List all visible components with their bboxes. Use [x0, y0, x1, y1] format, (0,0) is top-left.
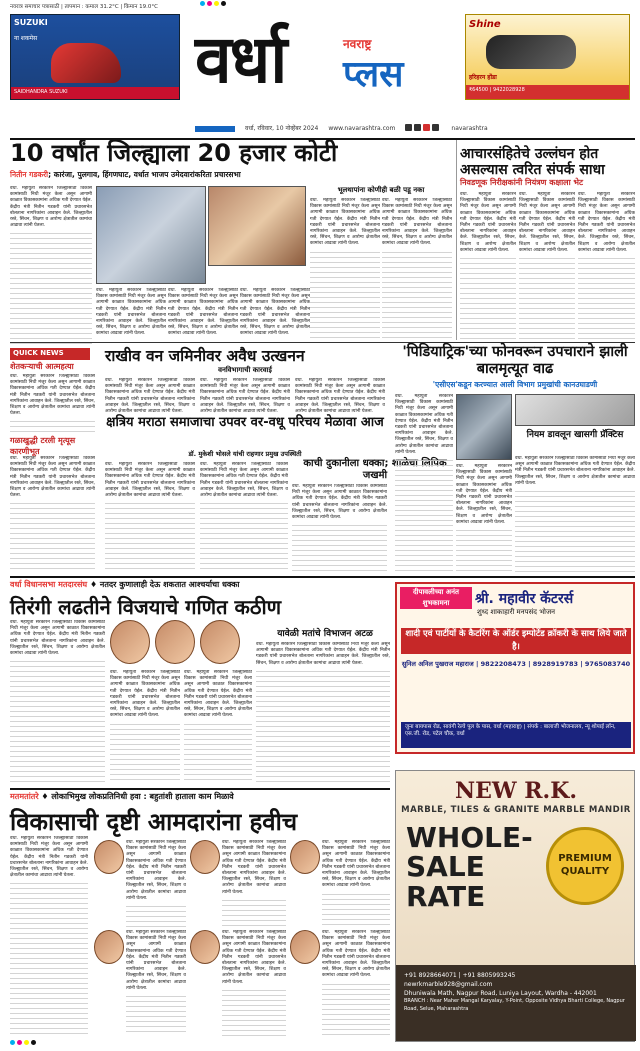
- lead-byline-rest: ; कारंजा, पुलगाव, हिंगणघाट, वर्धात भाजप उमेदवारांकरिता प्रचारसभा: [48, 170, 241, 179]
- pediatric-photo: [456, 394, 512, 460]
- dateline-date: वर्धा, रविवार, 10 नोव्हेंबर 2024: [245, 124, 319, 132]
- right-headline: आचारसंहितेचे उल्लंघन होत असल्यास त्वरित संपर्क साधा: [460, 146, 605, 179]
- opinion-body-4: वर्धा. महायुती सरकारने जिल्ह्यासाठी विकास कामांसाठी निधी मंजूर केला असून आगामी काळात विकासकामांना अधिक गती देण्यात येईल. केंद्रीय मंत्री नितीन गडकरी यांनी प्रचारसभेत बोलताना नागरिकांना आवाहन केले. जिल्ह्यातील रस्ते, सिंचन, शिक्षण व आरोग्य क्षेत्रातील कामांचा आढावा त्यांनी घेतला.: [322, 840, 390, 928]
- mahavir-contacts: सुनिल अनिल पुखराज महाराज | 9822208473 | 8928919783 | 9765083740: [401, 660, 631, 668]
- masthead-plus: प्लस: [343, 53, 404, 95]
- masthead-sub: नवराष्ट्र: [343, 37, 372, 51]
- middle-headline-1: राखीव वन जमिनीवर अवैध उत्खनन: [105, 347, 305, 365]
- middle-headline-2: क्षत्रिय मराठा समाजाचा उपवर वर-वधू परिचय मेळावा आज: [106, 415, 384, 430]
- opinion-tagline: ♦ लोकाभिमुख लोकप्रतिनिधी हवा : बहुतांशी हाताला काम मिळावे: [41, 792, 234, 801]
- opinion-body-2: वर्धा. महायुती सरकारने जिल्ह्यासाठी विकास कामांसाठी निधी मंजूर केला असून आगामी काळात विकासकामांना अधिक गती देण्यात येईल. केंद्रीय मंत्री नितीन गडकरी यांनी प्रचारसभेत बोलताना नागरिकांना आवाहन केले. जिल्ह्यातील रस्ते, सिंचन, शिक्षण व आरोग्य क्षेत्रातील कामांचा आढावा त्यांनी घेतला.: [126, 840, 186, 928]
- instagram-icon[interactable]: [432, 124, 439, 131]
- vidhansabha-label: वर्धा विधानसभा मतदारसंघ: [10, 580, 88, 589]
- middle-body-1c: वर्धा. महायुती सरकारने जिल्ह्यासाठी विकास कामांसाठी निधी मंजूर केला असून आगामी काळात विकासकामांना अधिक गती देण्यात येईल. केंद्रीय मंत्री नितीन गडकरी यांनी प्रचारसभेत बोलताना नागरिकांना आवाहन केले. जिल्ह्यातील रस्ते, सिंचन, शिक्षण व आरोग्य क्षेत्रातील कामांचा आढावा त्यांनी घेतला.: [295, 378, 385, 414]
- nrk-contact: [396, 965, 636, 1041]
- opinion-avatar-2: [190, 840, 220, 874]
- section-rule-2: [10, 576, 635, 578]
- middle-body-3: वर्धा. महायुती सरकारने जिल्ह्यासाठी विकास कामांसाठी निधी मंजूर केला असून आगामी काळात विकासकामांना अधिक गती देण्यात येईल. केंद्रीय मंत्री नितीन गडकरी यांनी प्रचारसभेत बोलताना नागरिकांना आवाहन केले. जिल्ह्यातील रस्ते, सिंचन, शिक्षण व आरोग्य क्षेत्रातील कामांचा आढावा त्यांनी घेतला.: [292, 484, 387, 572]
- lead-sub2: भूलथापांना कोणीही बळी पडू नका: [337, 186, 425, 194]
- candidate-avatar-3: [200, 620, 240, 664]
- mahavir-offer: शादी एवं पार्टीयों के कैटरिंग के ऑर्डर इम्पोर्टेड क्रॉकरी के साथ लिये जाते है।: [401, 628, 631, 654]
- ad-text-right: हरिहरन होंडा: [469, 74, 497, 81]
- quick-news-label: QUICK NEWS: [10, 348, 90, 360]
- nrk-tagline: MARBLE, TILES & GRANITE MARBLE MANDIR: [401, 805, 631, 815]
- opinion-body-3: वर्धा. महायुती सरकारने जिल्ह्यासाठी विकास कामांसाठी निधी मंजूर केला असून आगामी काळात विकासकामांना अधिक गती देण्यात येईल. केंद्रीय मंत्री नितीन गडकरी यांनी प्रचारसभेत बोलताना नागरिकांना आवाहन केले. जिल्ह्यातील रस्ते, सिंचन, शिक्षण व आरोग्य क्षेत्रातील कामांचा आढावा त्यांनी घेतला.: [222, 840, 286, 928]
- lead-body-col5: वर्धा. महायुती सरकारने जिल्ह्यासाठी विकास कामांसाठी निधी मंजूर केला असून आगामी काळात विकासकामांना अधिक गती देण्यात येईल. केंद्रीय मंत्री नितीन गडकरी यांनी प्रचारसभेत बोलताना नागरिकांना आवाहन केले. जिल्ह्यातील रस्ते, सिंचन, शिक्षण व आरोग्य क्षेत्रातील कामांचा आढावा त्यांनी घेतला.: [310, 198, 380, 344]
- mahavir-greeting: दीपावलीच्या अनंत शुभकामना: [400, 587, 472, 609]
- opinion-avatar-4: [94, 930, 124, 964]
- middle-body-2b: वर्धा. महायुती सरकारने जिल्ह्यासाठी विकास कामांसाठी निधी मंजूर केला असून आगामी काळात विकासकामांना अधिक गती देण्यात येईल. केंद्रीय मंत्री नितीन गडकरी यांनी प्रचारसभेत बोलताना नागरिकांना आवाहन केले. जिल्ह्यातील रस्ते, सिंचन, शिक्षण व आरोग्य क्षेत्रातील कामांचा आढावा त्यांनी घेतला.: [200, 462, 288, 572]
- mahavir-tagline: शुध्द शाकाहारी मनपसंद भोजन: [477, 608, 556, 616]
- section-rule-3: [10, 788, 390, 790]
- vote-split-headline: यावेळी मतांचे विभाजन अटळ: [277, 629, 373, 639]
- facebook-icon[interactable]: [405, 124, 412, 131]
- opinion-avatar-1: [94, 840, 124, 874]
- mahavir-address: जुना बायपास रोड, सावंगी रेल्वे पुल के पास, वर्धा (महाराष्ट्र) | संपर्क : बालाजी भोजनालय, न्यू शोपाई लॉन, एस.जी. रोड, पटेल चौक, वर्धा: [401, 722, 631, 748]
- ad-footer-right: ₹64500 | 9422028928: [466, 85, 629, 99]
- quick-news-item1: शेतकऱ्याची आत्महत्या: [10, 362, 74, 371]
- social-icons: [405, 124, 441, 134]
- ad-brand-right: Shine: [469, 19, 501, 30]
- candidate-avatar-1: [110, 620, 150, 664]
- ad-footer: SAIDHANDRA SUZUKI: [11, 87, 179, 99]
- pediatric-headline: 'पिडियाट्रिक'च्या फोनवरून उपचाराने झाली बालमृत्यूत वाढ: [402, 344, 628, 378]
- pediatric-photo-2: [515, 394, 635, 426]
- pediatric-body-2: वर्धा. महायुती सरकारने जिल्ह्यासाठी विकास कामांसाठी निधी मंजूर केला असून आगामी काळात विकासकामांना अधिक गती देण्यात येईल. केंद्रीय मंत्री नितीन गडकरी यांनी प्रचारसभेत बोलताना नागरिकांना आवाहन केले. जिल्ह्यातील रस्ते, सिंचन, शिक्षण व आरोग्य क्षेत्रातील कामांचा आढावा त्यांनी घेतला.: [456, 464, 512, 574]
- quick-news-item2: गळाखुद्धी टरली मृत्यूस कारणीभूत: [10, 436, 76, 456]
- nrk-name: NEW R.K.: [455, 778, 577, 804]
- nrk-premium-badge: PREMIUM QUALITY: [546, 827, 624, 905]
- ad-honda[interactable]: [465, 14, 630, 100]
- cmyk-marks-bottom: [10, 1040, 36, 1045]
- opinion-body-1: वर्धा. महायुती सरकारने जिल्ह्यासाठी विकास कामांसाठी निधी मंजूर केला असून आगामी काळात विकासकामांना अधिक गती देण्यात येईल. केंद्रीय मंत्री नितीन गडकरी यांनी प्रचारसभेत बोलताना नागरिकांना आवाहन केले. जिल्ह्यातील रस्ते, सिंचन, शिक्षण व आरोग्य क्षेत्रातील कामांचा आढावा त्यांनी घेतला.: [10, 836, 88, 1036]
- nrk-wholesale: WHOLE-SALE RATE: [406, 821, 533, 913]
- vid-body-2: वर्धा. महायुती सरकारने जिल्ह्यासाठी विकास कामांसाठी निधी मंजूर केला असून आगामी काळात विकासकामांना अधिक गती देण्यात येईल. केंद्रीय मंत्री नितीन गडकरी यांनी प्रचारसभेत बोलताना नागरिकांना आवाहन केले. जिल्ह्यातील रस्ते, सिंचन, शिक्षण व आरोग्य क्षेत्रातील कामांचा आढावा त्यांनी घेतला.: [110, 670, 180, 784]
- opinion-body-6: वर्धा. महायुती सरकारने जिल्ह्यासाठी विकास कामांसाठी निधी मंजूर केला असून आगामी काळात विकासकामांना अधिक गती देण्यात येईल. केंद्रीय मंत्री नितीन गडकरी यांनी प्रचारसभेत बोलताना नागरिकांना आवाहन केले. जिल्ह्यातील रस्ते, सिंचन, शिक्षण व आरोग्य क्षेत्रातील कामांचा आढावा त्यांनी घेतला.: [222, 930, 286, 1036]
- right-body-col3: वर्धा. महायुती सरकारने जिल्ह्यासाठी विकास कामांसाठी निधी मंजूर केला असून आगामी काळात विकासकामांना अधिक गती देण्यात येईल. केंद्रीय मंत्री नितीन गडकरी यांनी प्रचारसभेत बोलताना नागरिकांना आवाहन केले. जिल्ह्यातील रस्ते, सिंचन, शिक्षण व आरोग्य क्षेत्रातील कामांचा आढावा त्यांनी घेतला.: [578, 192, 635, 340]
- lead-byline-name: नितीन गडकरी: [10, 170, 49, 179]
- lead-subhead: [10, 170, 450, 184]
- weather-strip: नवरात्र समाचार पत्रासाठी | तापमान : कमाल 31.2°C | किमान 19.0°C: [10, 4, 159, 10]
- opinion-headline: विकासाची दृष्टी आमदारांना हवीच: [10, 808, 298, 836]
- lead-photo-2: [208, 186, 306, 266]
- vid-body-4: वर्धा. महायुती सरकारने जिल्ह्यासाठी विकास कामांसाठी निधी मंजूर केला असून आगामी काळात विकासकामांना अधिक गती देण्यात येईल. केंद्रीय मंत्री नितीन गडकरी यांनी प्रचारसभेत बोलताना नागरिकांना आवाहन केले. जिल्ह्यातील रस्ते, सिंचन, शिक्षण व आरोग्य क्षेत्रातील कामांचा आढावा त्यांनी घेतला.: [256, 642, 390, 784]
- right-subhead: निवडणूक निरीक्षकांनी नियंत्रण कक्षाला भेट: [460, 178, 584, 187]
- pediatric-body-3: वर्धा. महायुती सरकारने जिल्ह्यासाठी विकास कामांसाठी निधी मंजूर केला असून आगामी काळात विकासकामांना अधिक गती देण्यात येईल. केंद्रीय मंत्री नितीन गडकरी यांनी प्रचारसभेत बोलताना नागरिकांना आवाहन केले. जिल्ह्यातील रस्ते, सिंचन, शिक्षण व आरोग्य क्षेत्रातील कामांचा आढावा त्यांनी घेतला.: [515, 456, 635, 574]
- quick-news-body2: वर्धा. महायुती सरकारने जिल्ह्यासाठी विकास कामांसाठी निधी मंजूर केला असून आगामी काळात विकासकामांना अधिक गती देण्यात येईल. केंद्रीय मंत्री नितीन गडकरी यांनी प्रचारसभेत बोलताना नागरिकांना आवाहन केले. जिल्ह्यातील रस्ते, सिंचन, शिक्षण व आरोग्य क्षेत्रातील कामांचा आढावा त्यांनी घेतला.: [10, 456, 95, 572]
- lead-body-col2: वर्धा. महायुती सरकारने जिल्ह्यासाठी विकास कामांसाठी निधी मंजूर केला असून आगामी काळात विकासकामांना अधिक गती देण्यात येईल. केंद्रीय मंत्री नितीन गडकरी यांनी प्रचारसभेत बोलताना नागरिकांना आवाहन केले. जिल्ह्यातील रस्ते, सिंचन, शिक्षण व आरोग्य क्षेत्रातील कामांचा आढावा त्यांनी घेतला.: [96, 288, 166, 344]
- lead-body-col6: वर्धा. महायुती सरकारने जिल्ह्यासाठी विकास कामांसाठी निधी मंजूर केला असून आगामी काळात विकासकामांना अधिक गती देण्यात येईल. केंद्रीय मंत्री नितीन गडकरी यांनी प्रचारसभेत बोलताना नागरिकांना आवाहन केले. जिल्ह्यातील रस्ते, सिंचन, शिक्षण व आरोग्य क्षेत्रातील कामांचा आढावा त्यांनी घेतला.: [382, 198, 452, 344]
- vidhansabha-headline: तिरंगी लढतीने विजयाचे गणित कठीण: [10, 595, 282, 619]
- opinion-banner: [10, 792, 390, 806]
- ad-suzuki[interactable]: [10, 14, 180, 100]
- bike-image: [486, 35, 576, 69]
- pediatric-body-1: वर्धा. महायुती सरकारने जिल्ह्यासाठी विकास कामांसाठी निधी मंजूर केला असून आगामी काळात विकासकामांना अधिक गती देण्यात येईल. केंद्रीय मंत्री नितीन गडकरी यांनी प्रचारसभेत बोलताना नागरिकांना आवाहन केले. जिल्ह्यातील रस्ते, सिंचन, शिक्षण व आरोग्य क्षेत्रातील कामांचा आढावा त्यांनी घेतला.: [395, 394, 453, 574]
- lead-body-col1: वर्धा. महायुती सरकारने जिल्ह्यासाठी विकास कामांसाठी निधी मंजूर केला असून आगामी काळात विकासकामांना अधिक गती देण्यात येईल. केंद्रीय मंत्री नितीन गडकरी यांनी प्रचारसभेत बोलताना नागरिकांना आवाहन केले. जिल्ह्यातील रस्ते, सिंचन, शिक्षण व आरोग्य क्षेत्रातील कामांचा आढावा त्यांनी घेतला.: [10, 186, 92, 344]
- mahavir-brand: श्री. महावीर कॅटरर्स: [475, 591, 574, 607]
- right-body-col2: वर्धा. महायुती सरकारने जिल्ह्यासाठी विकास कामांसाठी निधी मंजूर केला असून आगामी काळात विकासकामांना अधिक गती देण्यात येईल. केंद्रीय मंत्री नितीन गडकरी यांनी प्रचारसभेत बोलताना नागरिकांना आवाहन केले. जिल्ह्यातील रस्ते, सिंचन, शिक्षण व आरोग्य क्षेत्रातील कामांचा आढावा त्यांनी घेतला.: [519, 192, 575, 340]
- private-practice-headline: नियम डावलून खासगी प्रॅक्टिस: [526, 430, 624, 440]
- section-rule-1: [10, 342, 635, 343]
- youtube-icon[interactable]: [423, 124, 430, 131]
- social-handle: navarashtra: [451, 124, 488, 132]
- middle-body-2a: वर्धा. महायुती सरकारने जिल्ह्यासाठी विकास कामांसाठी निधी मंजूर केला असून आगामी काळात विकासकामांना अधिक गती देण्यात येईल. केंद्रीय मंत्री नितीन गडकरी यांनी प्रचारसभेत बोलताना नागरिकांना आवाहन केले. जिल्ह्यातील रस्ते, सिंचन, शिक्षण व आरोग्य क्षेत्रातील कामांचा आढावा त्यांनी घेतला.: [105, 462, 195, 572]
- nrk-address: Dhuniwala Math, Nagpur Road, Luniya Layout, Wardha - 442001: [404, 990, 597, 997]
- lead-body-col3: वर्धा. महायुती सरकारने जिल्ह्यासाठी विकास कामांसाठी निधी मंजूर केला असून आगामी काळात विकासकामांना अधिक गती देण्यात येईल. केंद्रीय मंत्री नितीन गडकरी यांनी प्रचारसभेत बोलताना नागरिकांना आवाहन केले. जिल्ह्यातील रस्ते, सिंचन, शिक्षण व आरोग्य क्षेत्रातील कामांचा आढावा त्यांनी घेतला.: [168, 288, 238, 344]
- ad-text: ना शकमेस: [14, 34, 38, 42]
- middle-body-1a: वर्धा. महायुती सरकारने जिल्ह्यासाठी विकास कामांसाठी निधी मंजूर केला असून आगामी काळात विकासकामांना अधिक गती देण्यात येईल. केंद्रीय मंत्री नितीन गडकरी यांनी प्रचारसभेत बोलताना नागरिकांना आवाहन केले. जिल्ह्यातील रस्ते, सिंचन, शिक्षण व आरोग्य क्षेत्रातील कामांचा आढावा त्यांनी घेतला.: [105, 378, 195, 414]
- scooter-image: [51, 43, 121, 83]
- candidate-avatar-2: [155, 620, 195, 664]
- opinion-body-7: वर्धा. महायुती सरकारने जिल्ह्यासाठी विकास कामांसाठी निधी मंजूर केला असून आगामी काळात विकासकामांना अधिक गती देण्यात येईल. केंद्रीय मंत्री नितीन गडकरी यांनी प्रचारसभेत बोलताना नागरिकांना आवाहन केले. जिल्ह्यातील रस्ते, सिंचन, शिक्षण व आरोग्य क्षेत्रातील कामांचा आढावा त्यांनी घेतला.: [322, 930, 390, 1036]
- vidhansabha-tagline: ♦ नतदर कुणालाही देऊ शकतात आश्चर्याचा धक्का: [89, 580, 240, 589]
- col-divider: [456, 140, 457, 340]
- quick-news-body1: वर्धा. महायुती सरकारने जिल्ह्यासाठी विकास कामांसाठी निधी मंजूर केला असून आगामी काळात विकासकामांना अधिक गती देण्यात येईल. केंद्रीय मंत्री नितीन गडकरी यांनी प्रचारसभेत बोलताना नागरिकांना आवाहन केले. जिल्ह्यातील रस्ते, सिंचन, शिक्षण व आरोग्य क्षेत्रातील कामांचा आढावा त्यांनी घेतला.: [10, 374, 95, 434]
- vid-body-3: वर्धा. महायुती सरकारने जिल्ह्यासाठी विकास कामांसाठी निधी मंजूर केला असून आगामी काळात विकासकामांना अधिक गती देण्यात येईल. केंद्रीय मंत्री नितीन गडकरी यांनी प्रचारसभेत बोलताना नागरिकांना आवाहन केले. जिल्ह्यातील रस्ते, सिंचन, शिक्षण व आरोग्य क्षेत्रातील कामांचा आढावा त्यांनी घेतला.: [184, 670, 252, 784]
- opinion-avatar-3: [290, 840, 320, 874]
- vidhansabha-banner: [10, 580, 390, 594]
- opinion-avatar-5: [190, 930, 220, 964]
- right-body-col1: वर्धा. महायुती सरकारने जिल्ह्यासाठी विकास कामांसाठी निधी मंजूर केला असून आगामी काळात विकासकामांना अधिक गती देण्यात येईल. केंद्रीय मंत्री नितीन गडकरी यांनी प्रचारसभेत बोलताना नागरिकांना आवाहन केले. जिल्ह्यातील रस्ते, सिंचन, शिक्षण व आरोग्य क्षेत्रातील कामांचा आढावा त्यांनी घेतला.: [460, 192, 516, 340]
- middle-body-1b: वर्धा. महायुती सरकारने जिल्ह्यासाठी विकास कामांसाठी निधी मंजूर केला असून आगामी काळात विकासकामांना अधिक गती देण्यात येईल. केंद्रीय मंत्री नितीन गडकरी यांनी प्रचारसभेत बोलताना नागरिकांना आवाहन केले. जिल्ह्यातील रस्ते, सिंचन, शिक्षण व आरोग्य क्षेत्रातील कामांचा आढावा त्यांनी घेतला.: [200, 378, 290, 414]
- pediatric-subhead: 'एसीएस'कडून करण्यात आली विभाग प्रमुखांची कानउघाडणी: [432, 380, 598, 389]
- ad-mahavir-caterers[interactable]: [395, 582, 635, 754]
- masthead-title: वर्धा: [195, 20, 286, 98]
- middle-sub-2: डॉ. मुकेशी भोसले यांची राहणार प्रमुख उपस्थिती: [188, 450, 302, 458]
- dateline-bar: [195, 126, 235, 132]
- lead-photo-1: [96, 186, 206, 284]
- lead-body-col4: वर्धा. महायुती सरकारने जिल्ह्यासाठी विकास कामांसाठी निधी मंजूर केला असून आगामी काळात विकासकामांना अधिक गती देण्यात येईल. केंद्रीय मंत्री नितीन गडकरी यांनी प्रचारसभेत बोलताना नागरिकांना आवाहन केले. जिल्ह्यातील रस्ते, सिंचन, शिक्षण व आरोग्य क्षेत्रातील कामांचा आढावा त्यांनी घेतला.: [240, 288, 310, 344]
- nrk-phone[interactable]: +91 8928664071 | +91 8805993245: [404, 972, 516, 979]
- middle-sub-1: वनविभागाची कारवाई: [218, 366, 272, 374]
- cmyk-marks-top: [200, 1, 226, 6]
- opinion-label: मतमतांतरे: [10, 792, 39, 801]
- ad-nrk-marble[interactable]: [395, 770, 635, 1042]
- ad-brand: SUZUKI: [14, 18, 48, 27]
- masthead: [195, 20, 450, 108]
- opinion-body-5: वर्धा. महायुती सरकारने जिल्ह्यासाठी विकास कामांसाठी निधी मंजूर केला असून आगामी काळात विकासकामांना अधिक गती देण्यात येईल. केंद्रीय मंत्री नितीन गडकरी यांनी प्रचारसभेत बोलताना नागरिकांना आवाहन केले. जिल्ह्यातील रस्ते, सिंचन, शिक्षण व आरोग्य क्षेत्रातील कामांचा आढावा त्यांनी घेतला.: [126, 930, 186, 1036]
- website-link[interactable]: www.navarashtra.com: [328, 124, 396, 132]
- x-icon[interactable]: [414, 124, 421, 131]
- lead-headline: 10 वर्षांत जिल्ह्याला 20 हजार कोटी: [10, 139, 338, 167]
- vid-body-1: वर्धा. महायुती सरकारने जिल्ह्यासाठी विकास कामांसाठी निधी मंजूर केला असून आगामी काळात विकासकामांना अधिक गती देण्यात येईल. केंद्रीय मंत्री नितीन गडकरी यांनी प्रचारसभेत बोलताना नागरिकांना आवाहन केले. जिल्ह्यातील रस्ते, सिंचन, शिक्षण व आरोग्य क्षेत्रातील कामांचा आढावा त्यांनी घेतला.: [10, 620, 105, 784]
- nrk-branch: BRANCH : Near Maher Mangal Karyalay, Y-Point, Opposite Vidhya Bharti College, Nagpur Road, Selue, Maharashtra: [404, 998, 625, 1012]
- middle-headline-3: काची दुकानीला धक्का; शाळेचा लिपिक जखमी: [303, 458, 447, 481]
- nrk-email[interactable]: newrkmarble928@gmail.com: [404, 981, 493, 988]
- opinion-avatar-6: [290, 930, 320, 964]
- dateline-row: [195, 122, 635, 136]
